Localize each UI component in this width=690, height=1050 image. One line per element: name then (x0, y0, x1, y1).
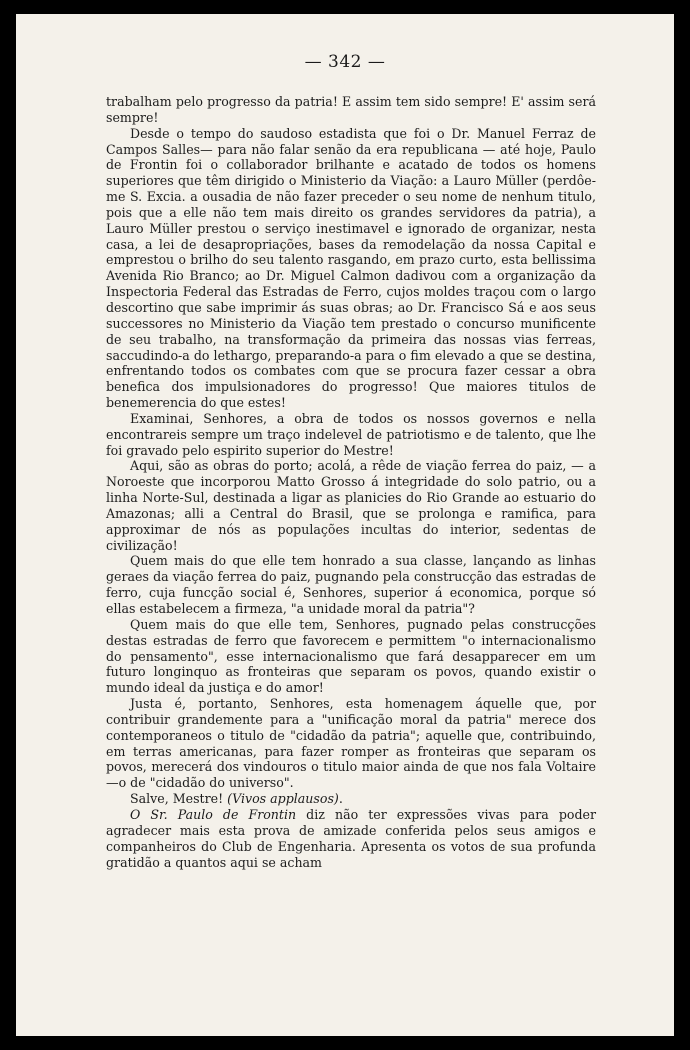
closing-period: . (338, 791, 343, 807)
paragraph-4: Aqui, são as obras do porto; acolá, a rêde de viação ferrea do paiz, — a Noroeste que incorporou Matto Grosso á integridade do solo patrio, ou a linha Norte-Sul, destinada a ligar as planicies do Rio Grande ao estuario do Amazonas; alli a Central do Brasil, que se prolonga e ramifica, para approximar de nós as populações incultas do interior, sedentas de civilização! (106, 458, 596, 553)
paragraph-6: Quem mais do que elle tem, Senhores, pugnado pelas construcções destas estradas de ferro que favorecem e permittem "o internacionalismo do pensamento", esse internacionalismo que fará desapparecer em um futuro longinquo as fronteiras que separam os povos, quando existir o mundo ideal da justiça e do amor! (106, 616, 596, 696)
body-text (106, 94, 596, 870)
paragraph-7: Justa é, portanto, Senhores, esta homenagem áquelle que, por contribuir grandemente para a "unificação moral da patria" merece dos contemporaneos o titulo de "cidadão da patria"; aquelle que, contribuindo, em terras americanas, para fazer romper as fronteiras que separam os povos, merecerá dos vindouros o titulo maior ainda de que nos fala Voltaire—o de "cidadão do universo". (106, 696, 596, 791)
salutation: Salve, Mestre! (130, 791, 228, 807)
final-paragraph-text: diz não ter expressões vivas para poder agradecer mais esta prova de amizade conferida pelos seus amigos e companheiros do Club de Engenharia. Apresenta os votos de sua profunda gratidão a quantos aqui se acham (106, 806, 596, 870)
closing-line (106, 791, 596, 807)
paragraph-1: trabalham pelo progresso da patria! E assim tem sido sempre! E' assim será sempre! (106, 94, 596, 125)
page-number: — 342 — (304, 52, 386, 72)
paragraph-3: Examinai, Senhores, a obra de todos os nossos governos e nella encontrareis sempre um traço indelevel de patriotismo e de talento, que lhe foi gravado pelo espirito superior do Mestre! (106, 410, 596, 458)
applause-note: (Vivos applausos) (227, 791, 339, 807)
paragraph-2: Desde o tempo do saudoso estadista que foi o Dr. Manuel Ferraz de Campos Salles— para não falar senão da era republicana — até hoje, Paulo de Frontin foi o collaborador brilhante e acatado de todos os homens superiores que têm dirigido o Ministerio da Viação: a Lauro Müller (perdôe-me S. Excia. a ousadia de não fazer preceder o seu nome de nenhum titulo, pois que a elle não tem mais direito os grandes servidores da patria), a Lauro Müller prestou o serviço inestimavel e ignorado de organizar, nesta casa, a lei de desapropriações, bases da remodelação da nossa Capital e emprestou o brilho do seu talento rasgando, em prazo curto, esta bellissima Avenida Rio Branco; ao Dr. Miguel Calmon dadivou com a organização da Inspectoria Federal das Estradas de Ferro, cujos moldes traçou com o largo descortino que sabe imprimir ás suas obras; ao Dr. Francisco Sá e aos seus successores no Ministerio da Viação tem prestado o concurso munificente de seu trabalho, na transformação da primeira das nossas vias ferreas, saccudindo-a do lethargo, preparando-a para o fim elevado a que se destina, enfrentando todos os combates com que se procura fazer cessar a obra benefica dos impulsionadores do progresso! Que maiores titulos de benemerencia do que estes! (106, 125, 596, 411)
paragraph-5: Quem mais do que elle tem honrado a sua classe, lançando as linhas geraes da viação ferrea do paiz, pugnando pela construcção das estradas de ferro, cuja funcção social é, Senhores, superior á economica, porque só ellas estabelecem a firmeza, "a unidade moral da patria"? (106, 553, 596, 616)
document-page (16, 14, 674, 1036)
final-paragraph (106, 807, 596, 870)
speaker-name: O Sr. Paulo de Frontin (130, 806, 297, 822)
